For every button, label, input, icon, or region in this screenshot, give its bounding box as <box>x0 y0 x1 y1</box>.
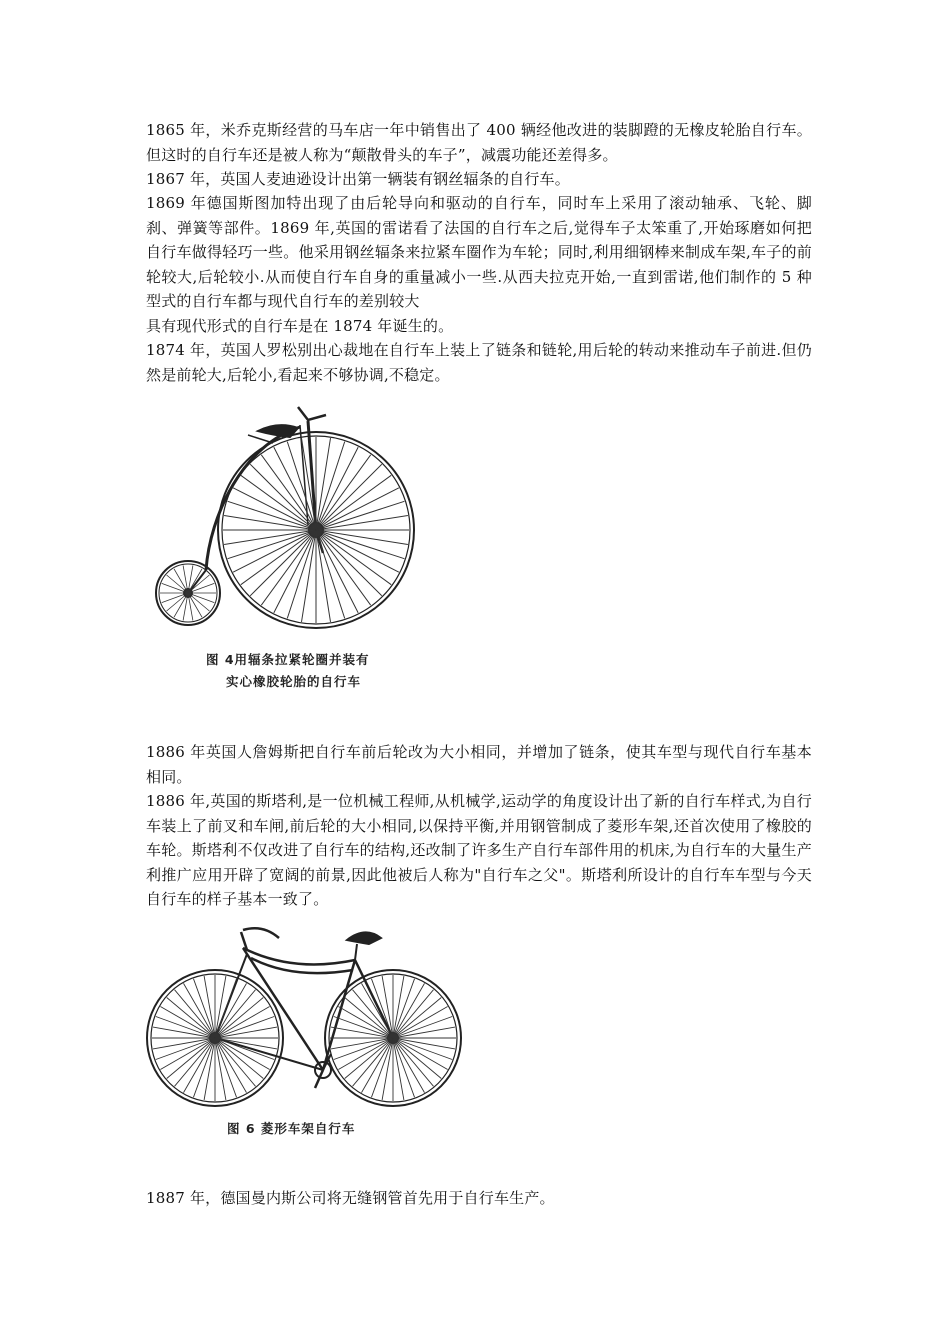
big-wheel-spoke <box>228 530 316 559</box>
paragraph-1869: 1869 年德国斯图加特出现了由后轮导向和驱动的自行车，同时车上采用了滚动轴承、飞轮、脚刹、弹簧等部件。1869 年,英国的雷诺看了法国的自行车之后,觉得车子太笨重了,开始琢磨如何把自行车做得轻巧一些。他采用钢丝辐条来拉紧车圈作为车轮；同时,利用细钢棒来制成车架,车子的前轮较大,后轮较小.从而使自行车自身的重量减小一些.从西夫拉克开始,一直到雷诺,他们制作的 5 种型式的自行车都与现代自行车的差别较大 <box>146 194 812 310</box>
small-wheel-spoke <box>162 583 188 593</box>
big-wheel-spoke <box>316 530 404 559</box>
big-wheel-spoke <box>316 530 382 596</box>
small-wheel-spoke <box>167 575 188 593</box>
small-wheel-spoke <box>188 593 209 611</box>
paragraph-1886-james: 1886 年英国人詹姆斯把自行车前后轮改为大小相同，并增加了链条，使其车型与现代自行车基本相同。 <box>146 743 812 786</box>
paragraph-1874-rosson: 1874 年，英国人罗松别出心裁地在自行车上装上了链条和链轮,用后轮的转动来推动车子前进.但仍然是前轮大,后轮小,看起来不够协调,不稳定。 <box>146 341 812 384</box>
big-wheel-spoke <box>250 530 316 596</box>
big-wheel-spoke <box>316 530 345 618</box>
paragraph-1865: 1865 年，米乔克斯经营的马车店一年中销售出了 400 辆经他改进的装脚蹬的无橡皮轮胎自行车。但这时的自行车还是被人称为“颠散骨头的车子”，减震功能还差得多。 <box>146 121 812 164</box>
big-wheel-spoke <box>316 530 391 585</box>
paragraph-1887: 1887 年，德国曼内斯公司将无缝钢管首先用于自行车生产。 <box>146 1189 555 1207</box>
big-wheel-spoke <box>316 442 345 530</box>
big-wheel-spoke <box>316 455 371 530</box>
paragraph-1886-starley: 1886 年,英国的斯塔利,是一位机械工程师,从机械学,运动学的角度设计出了新的自行车样式,为自行车装上了前叉和车闸,前后轮的大小相同,以保持平衡,并用钢管制成了菱形车架,还首次使用了橡胶的车轮。斯塔利不仅改进了自行车的结构,还改制了许多生产自行车部件用的机床,为自行车的大量生产利推广应用开辟了宽阔的前景,因此他被后人称为"自行车之父"。斯塔利所设计的自行车车型与今天自行车的样子基本一致了。 <box>146 792 812 908</box>
big-wheel-spoke <box>241 530 316 585</box>
big-wheel-spoke <box>261 530 316 605</box>
figure-4-caption-line-2: 实心橡胶轮胎的自行车 <box>226 674 362 689</box>
figure-4-caption-line-1: 图 4用辐条拉紧轮圈并装有 <box>206 652 370 667</box>
small-wheel-spoke <box>188 575 209 593</box>
big-wheel-spoke <box>316 530 371 605</box>
small-wheel-spoke <box>188 593 214 603</box>
small-wheel-spoke <box>167 593 188 611</box>
big-wheel-spoke <box>316 501 404 530</box>
paragraph-1867: 1867 年，英国人麦迪逊设计出第一辆装有钢丝辐条的自行车。 <box>146 170 570 188</box>
figure-4-penny-farthing <box>148 395 428 689</box>
big-wheel-spoke <box>316 464 382 530</box>
big-wheel-spoke <box>316 475 391 530</box>
small-wheel-spoke <box>162 593 188 603</box>
penny-farthing-illustration <box>148 395 428 645</box>
big-wheel-spoke <box>287 530 316 618</box>
safety-bicycle-illustration <box>143 918 468 1118</box>
big-wheel-spoke <box>228 501 316 530</box>
paragraph-1874-modern: 具有现代形式的自行车是在 1874 年诞生的。 <box>146 317 454 335</box>
big-wheel-spoke <box>261 455 316 530</box>
figure-6-caption: 图 6 菱形车架自行车 <box>227 1121 356 1136</box>
figure-6-safety-bicycle <box>143 918 468 1136</box>
